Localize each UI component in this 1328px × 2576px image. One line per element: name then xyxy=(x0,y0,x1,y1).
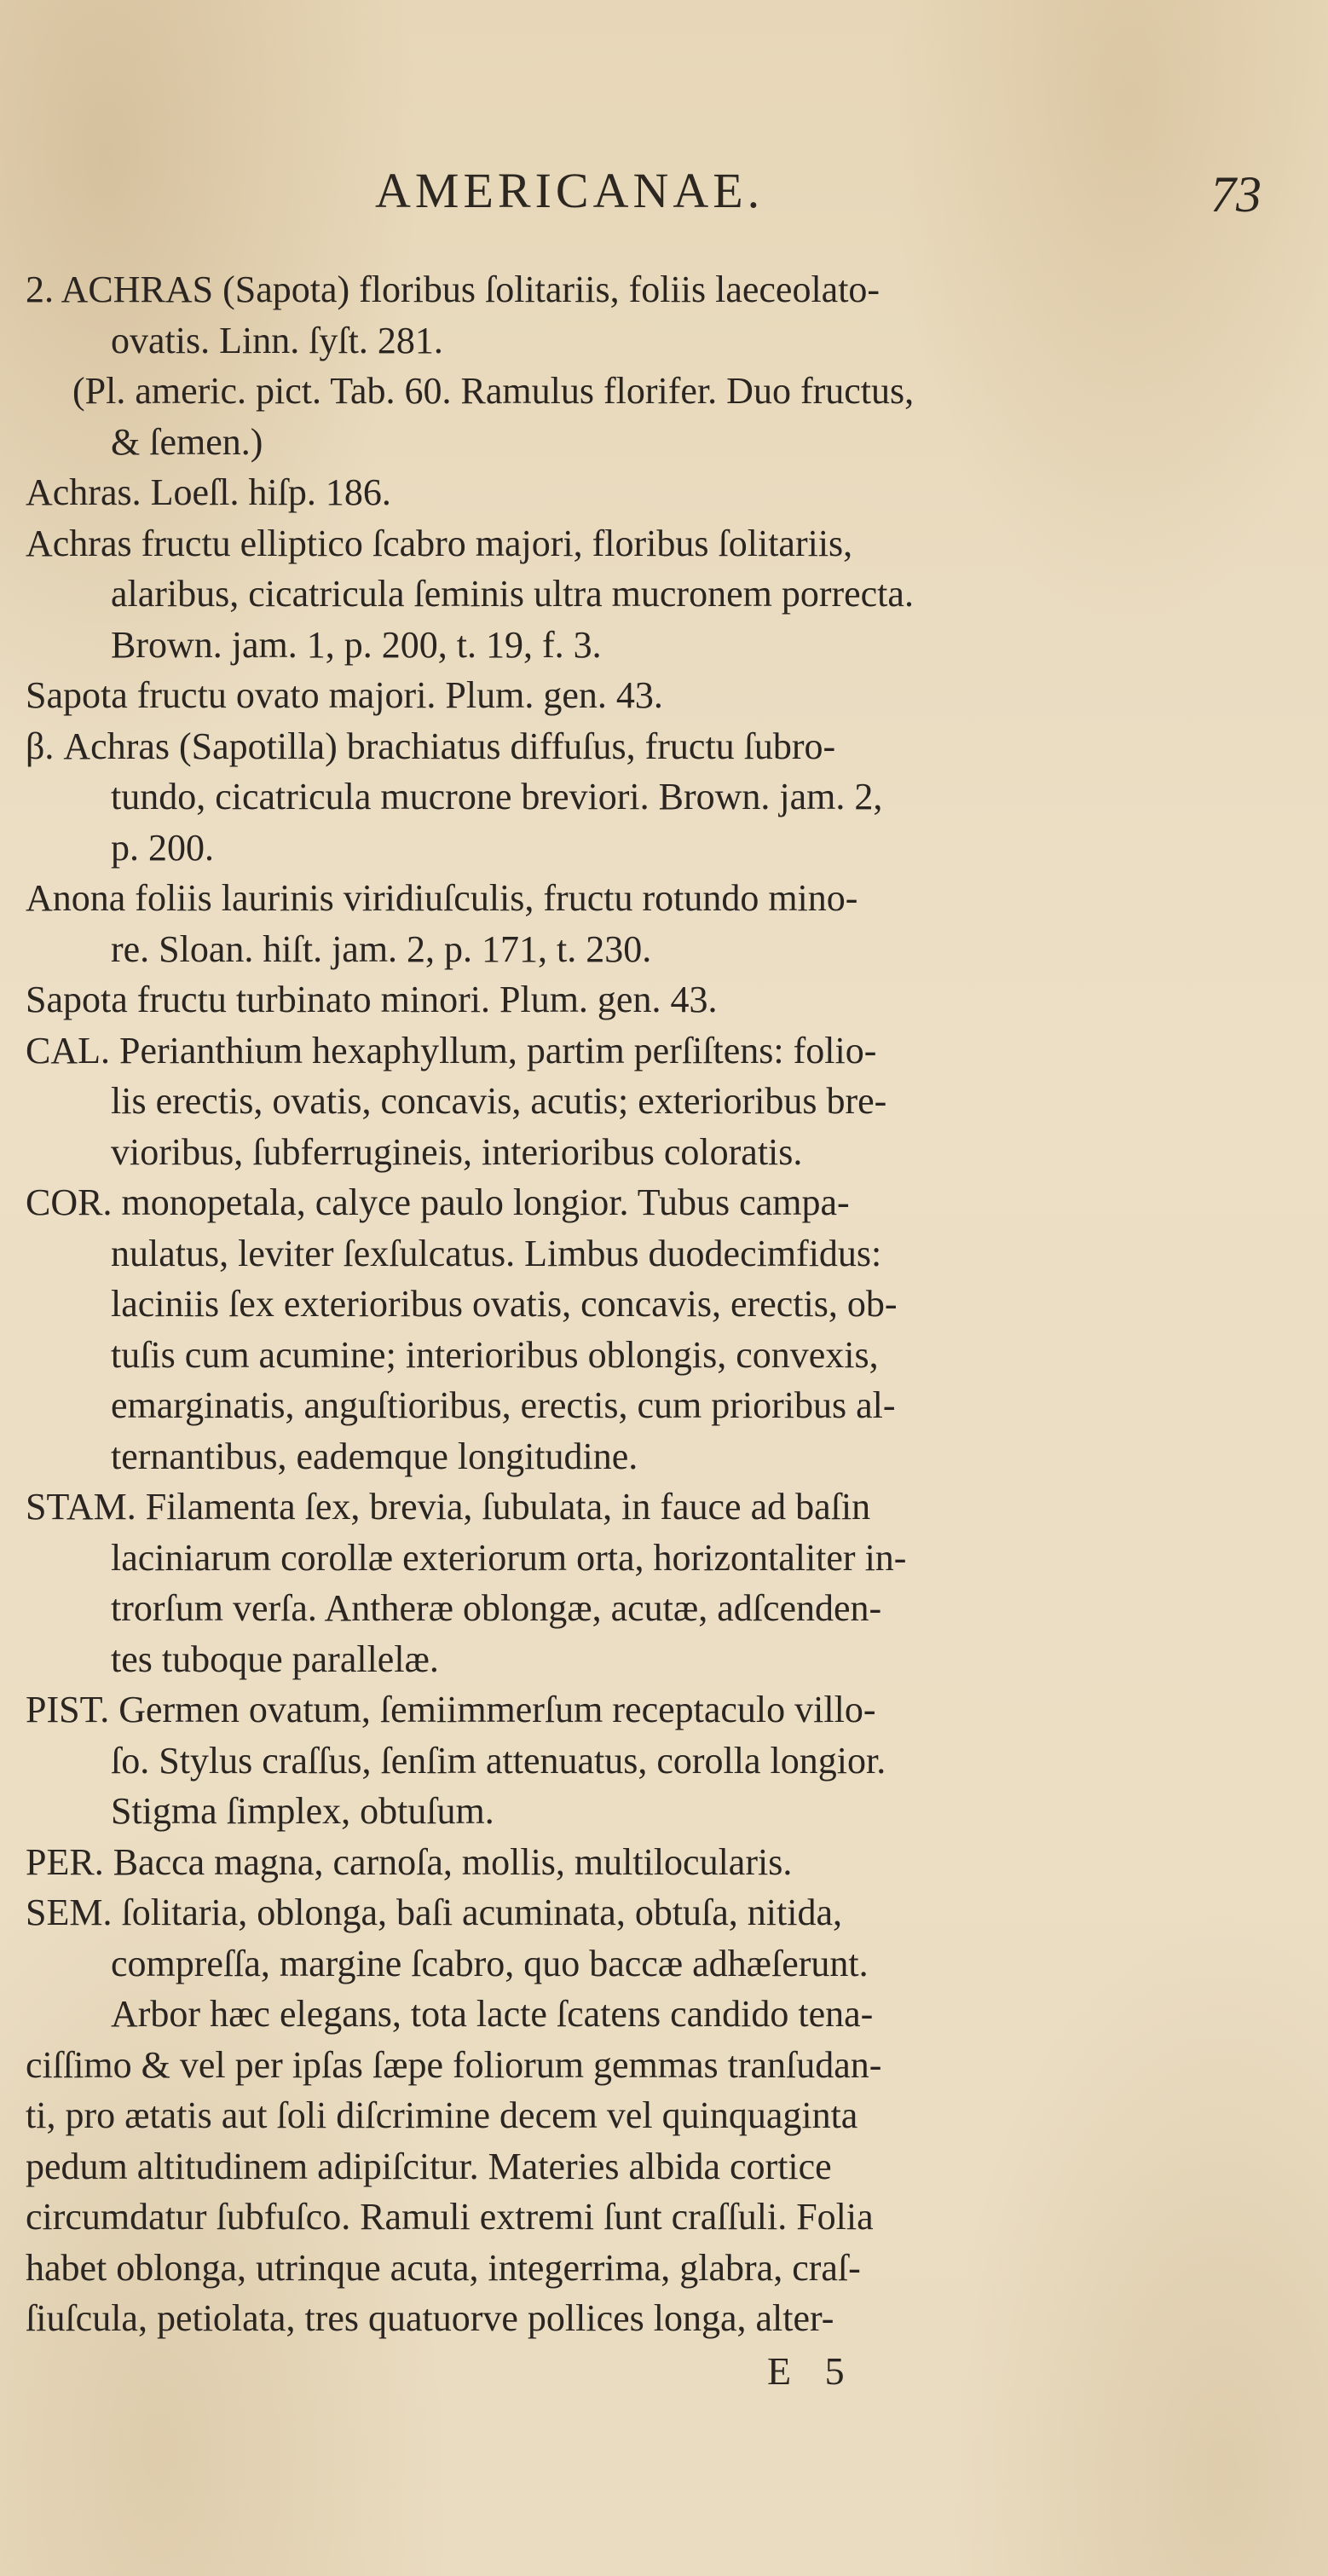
text-line: ovatis. Linn. ſyſt. 281. xyxy=(111,319,443,361)
text-line: β. Achras (Sapotilla) brachiatus diffuſus, fructu ſubro- xyxy=(26,725,836,767)
text-line: Achras fructu elliptico ſcabro majori, floribus ſolitariis, xyxy=(26,522,853,564)
text-line: lis erectis, ovatis, concavis, acutis; exterioribus bre- xyxy=(111,1080,887,1122)
running-title: AMERICANAE. xyxy=(375,163,765,218)
text-line: ti, pro ætatis aut ſoli diſcrimine decem vel quinquaginta xyxy=(26,2094,858,2136)
text-line: Stigma ſimplex, obtuſum. xyxy=(111,1790,494,1832)
text-line: tes tuboque parallelæ. xyxy=(111,1637,439,1680)
text-line: Achras. Loeſl. hiſp. 186. xyxy=(26,471,391,513)
text-line: nulatus, leviter ſexſulcatus. Limbus duodecimfidus: xyxy=(111,1232,882,1274)
text-line: Anona foliis laurinis viridiuſculis, fructu rotundo mino- xyxy=(26,877,858,919)
text-line: ternantibus, eademque longitudine. xyxy=(111,1435,638,1477)
signature-mark: E 5 xyxy=(767,2349,857,2393)
text-line: (Pl. americ. pict. Tab. 60. Ramulus florifer. Duo fructus, xyxy=(72,370,915,412)
text-line: STAM. Filamenta ſex, brevia, ſubulata, in fauce ad baſin xyxy=(26,1486,871,1528)
text-line: Sapota fructu ovato majori. Plum. gen. 43. xyxy=(26,674,663,716)
text-line: habet oblonga, utrinque acuta, integerrima, glabra, craſ- xyxy=(26,2246,861,2289)
text-line: Sapota fructu turbinato minori. Plum. gen. 43. xyxy=(26,979,718,1020)
text-line: laciniis ſex exterioribus ovatis, concavis, erectis, ob- xyxy=(111,1283,898,1325)
text-line: trorſum verſa. Antheræ oblongæ, acutæ, adſcenden- xyxy=(111,1587,882,1629)
text-line: tundo, cicatricula mucrone breviori. Brown. jam. 2, xyxy=(111,776,883,817)
text-line: p. 200. xyxy=(111,826,214,869)
text-line: PER. Bacca magna, carnoſa, mollis, multilocularis. xyxy=(26,1840,793,1883)
text-line: & ſemen.) xyxy=(111,420,263,463)
text-line: laciniarum corollæ exteriorum orta, horizontaliter in- xyxy=(111,1536,907,1579)
text-line: circumdatur ſubfuſco. Ramuli extremi ſunt craſſuli. Folia xyxy=(26,2196,874,2238)
text-line: alaribus, cicatricula ſeminis ultra mucronem porrecta. xyxy=(111,573,914,615)
body-text xyxy=(26,264,1279,2344)
text-line: SEM. ſolitaria, oblonga, baſi acuminata, obtuſa, nitida, xyxy=(26,1892,843,1933)
running-head xyxy=(0,162,1328,230)
text-line: ciſſimo & vel per ipſas ſæpe foliorum gemmas tranſudan- xyxy=(26,2043,882,2086)
text-line: PIST. Germen ovatum, ſemiimmerſum receptaculo villo- xyxy=(26,1689,876,1730)
text-line: CAL. Perianthium hexaphyllum, partim perſiſtens: folio- xyxy=(26,1029,877,1071)
text-line: compreſſa, margine ſcabro, quo baccæ adhæſerunt. xyxy=(111,1942,869,1984)
text-line: ſo. Stylus craſſus, ſenſim attenuatus, corolla longior. xyxy=(111,1739,886,1782)
text-line: emarginatis, anguſtioribus, erectis, cum prioribus al- xyxy=(111,1384,896,1426)
text-line: pedum altitudinem adipiſcitur. Materies albida cortice xyxy=(26,2145,832,2187)
page-number: 73 xyxy=(1210,166,1262,222)
text-line: Arbor hæc elegans, tota lacte ſcatens candido tena- xyxy=(111,1993,874,2035)
text-line: Brown. jam. 1, p. 200, t. 19, f. 3. xyxy=(111,623,602,666)
page-footer xyxy=(0,2348,1328,2408)
text-line: ſiuſcula, petiolata, tres quatuorve pollices longa, alter- xyxy=(26,2297,834,2339)
text-line: 2. ACHRAS (Sapota) floribus ſolitariis, foliis laeceolato- xyxy=(26,269,881,310)
text-line: re. Sloan. hiſt. jam. 2, p. 171, t. 230. xyxy=(111,927,652,970)
text-line: COR. monopetala, calyce paulo longior. Tubus campa- xyxy=(26,1181,850,1223)
text-line: vioribus, ſubferrugineis, interioribus coloratis. xyxy=(111,1130,803,1173)
text-line: tuſis cum acumine; interioribus oblongis, convexis, xyxy=(111,1333,879,1376)
